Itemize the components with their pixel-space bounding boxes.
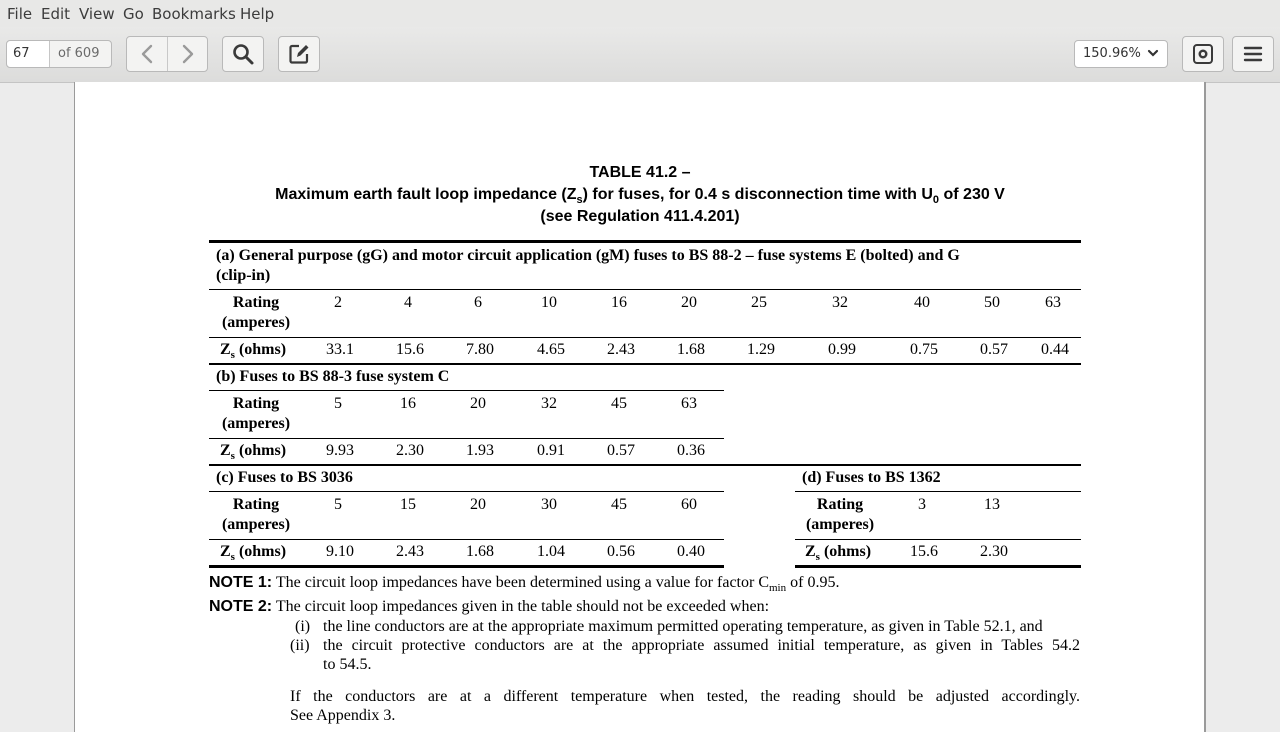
zs-cell: 15.6: [396, 341, 424, 358]
page-nav-group: [126, 36, 208, 72]
rating-cell: 32: [541, 395, 557, 412]
note-2-ii-cont: to 54.5.: [323, 656, 372, 673]
rating-label: Rating: [232, 496, 280, 513]
rule: [209, 337, 1081, 338]
rating-cell: 20: [470, 395, 486, 412]
rating-label: Rating: [816, 496, 864, 513]
zs-label: $Z_s$ (ohms): [220, 442, 287, 463]
next-page-button[interactable]: [168, 37, 208, 71]
section-c-heading: (c) Fuses to BS 3036: [216, 469, 353, 486]
zs-label: $Z_s$ (ohms): [805, 543, 872, 564]
zs-cell: 0.40: [677, 543, 705, 560]
note-1: NOTE 1: The circuit loop impedances have been determined using a value for factor $C_{min}$ of 0.95.: [209, 574, 840, 595]
zs-cell: 2.43: [396, 543, 424, 560]
zs-cell: 0.36: [677, 442, 705, 459]
search-button[interactable]: [222, 36, 264, 72]
rule: [209, 390, 724, 391]
rating-cell: 40: [914, 294, 930, 311]
rule: [209, 565, 724, 568]
rule: [795, 565, 1081, 568]
rating-unit: (amperes): [805, 516, 875, 533]
zs-cell: 1.68: [466, 543, 494, 560]
zs-cell: 9.10: [326, 543, 354, 560]
rating-cell: 30: [541, 496, 557, 513]
rule: [209, 363, 1081, 365]
table-reference: (see Regulation 411.4.201): [540, 208, 740, 225]
zs-cell: 0.99: [828, 341, 856, 358]
paragraph-adjust: If the conductors are at a different temperature when tested, the reading should be adjusted accordingly.: [290, 688, 1080, 705]
zs-cell: 7.80: [466, 341, 494, 358]
section-d-heading: (d) Fuses to BS 1362: [802, 469, 941, 486]
rating-unit: (amperes): [221, 314, 291, 331]
rule: [795, 491, 1081, 492]
zs-cell: 15.6: [910, 543, 938, 560]
note-2-i-number: (i): [295, 618, 311, 635]
rating-cell: 45: [611, 496, 627, 513]
zs-cell: 1.93: [466, 442, 494, 459]
rating-cell: 16: [611, 294, 627, 311]
zs-cell: 0.57: [980, 341, 1008, 358]
rating-cell: 16: [400, 395, 416, 412]
rating-cell: 25: [751, 294, 767, 311]
rating-cell: 32: [832, 294, 848, 311]
zs-cell: 1.04: [537, 543, 565, 560]
hamburger-icon: [1243, 44, 1263, 64]
page-total: of 609: [58, 46, 100, 61]
search-icon: [231, 42, 255, 66]
rating-cell: 2: [334, 294, 342, 311]
rating-cell: 50: [984, 294, 1000, 311]
rule: [209, 464, 1081, 466]
rating-label: Rating: [232, 294, 280, 311]
chevron-down-icon: [1147, 41, 1159, 76]
note-2: NOTE 2: The circuit loop impedances given in the table should not be exceeded when:: [209, 598, 770, 615]
note-2-i: the line conductors are at the appropriate maximum permitted operating temperature, as given in Table 52.1, and: [323, 618, 1043, 635]
zoom-select[interactable]: [1074, 40, 1168, 68]
menu-go[interactable]: Go: [123, 5, 144, 23]
rating-cell: 63: [1045, 294, 1061, 311]
rating-cell: 45: [611, 395, 627, 412]
zs-cell: 2.43: [607, 341, 635, 358]
menu-file[interactable]: File: [7, 5, 33, 23]
rule: [209, 491, 724, 492]
rating-cell: 60: [681, 496, 697, 513]
main-menu-button[interactable]: [1232, 36, 1274, 72]
zs-label: $Z_s$ (ohms): [220, 543, 287, 564]
menu-edit[interactable]: Edit: [41, 5, 71, 23]
menu-bookmarks[interactable]: Bookmarks: [152, 5, 236, 23]
rating-cell: 20: [681, 294, 697, 311]
rating-cell: 6: [474, 294, 482, 311]
previous-page-button[interactable]: [127, 37, 167, 71]
rating-unit: (amperes): [221, 516, 291, 533]
page-number-input[interactable]: 67: [7, 41, 50, 67]
rule: [795, 539, 1081, 540]
rule: [209, 539, 724, 540]
rule: [209, 438, 724, 439]
zoom-value: 150.96%: [1083, 46, 1141, 61]
zs-cell: 0.44: [1041, 341, 1069, 358]
table-subtitle: Maximum earth fault loop impedance $(Z_s)$ for fuses, for 0.4 s disconnection time with $U_0$ of 230 V: [275, 186, 1005, 207]
zs-cell: 2.30: [396, 442, 424, 459]
zs-label: $Z_s$ (ohms): [220, 341, 287, 362]
rating-cell: 5: [334, 395, 342, 412]
rating-cell: 13: [984, 496, 1000, 513]
rating-cell: 3: [918, 496, 926, 513]
chevron-left-icon: [127, 37, 167, 71]
zs-cell: 1.68: [677, 341, 705, 358]
zs-cell: 0.57: [607, 442, 635, 459]
zs-cell: 0.75: [910, 341, 938, 358]
rating-cell: 4: [404, 294, 412, 311]
sidebar-toggle-button[interactable]: [1182, 36, 1224, 72]
zs-cell: 33.1: [326, 341, 354, 358]
note-2-ii-number: (ii): [290, 637, 310, 654]
rating-label: Rating: [232, 395, 280, 412]
rating-cell: 5: [334, 496, 342, 513]
rating-cell: 63: [681, 395, 697, 412]
zs-cell: 4.65: [537, 341, 565, 358]
note-2-ii: the circuit protective conductors are at the appropriate assumed initial temperature, as given in Tables 54.2: [323, 637, 1080, 654]
rating-unit: (amperes): [221, 415, 291, 432]
table-top-rule: [209, 240, 1081, 243]
zs-cell: 0.56: [607, 543, 635, 560]
rating-cell: 20: [470, 496, 486, 513]
rule: [209, 289, 1081, 290]
menu-view[interactable]: View: [79, 5, 115, 23]
menu-bar: [0, 0, 1280, 27]
sidebar-icon: [1192, 43, 1214, 65]
rating-cell: 15: [400, 496, 416, 513]
zs-cell: 2.30: [980, 543, 1008, 560]
table-title: TABLE 41.2 –: [589, 164, 691, 181]
toolbar: [0, 27, 1280, 83]
edit-icon: [287, 42, 311, 66]
section-a-heading-cont: (clip-in): [216, 267, 271, 284]
zs-cell: 9.93: [326, 442, 354, 459]
annotate-button[interactable]: [278, 36, 320, 72]
zs-cell: 0.91: [537, 442, 565, 459]
section-a-heading: (a) General purpose (gG) and motor circuit application (gM) fuses to BS 88-2 – fuse systems E (bolted) and G: [216, 247, 960, 264]
rating-cell: 10: [541, 294, 557, 311]
page-number-box: [6, 40, 112, 68]
zs-cell: 1.29: [747, 341, 775, 358]
paragraph-appendix: See Appendix 3.: [290, 707, 396, 724]
chevron-right-icon: [168, 37, 208, 71]
section-b-heading: (b) Fuses to BS 88-3 fuse system C: [216, 368, 450, 385]
menu-help[interactable]: Help: [240, 5, 275, 23]
